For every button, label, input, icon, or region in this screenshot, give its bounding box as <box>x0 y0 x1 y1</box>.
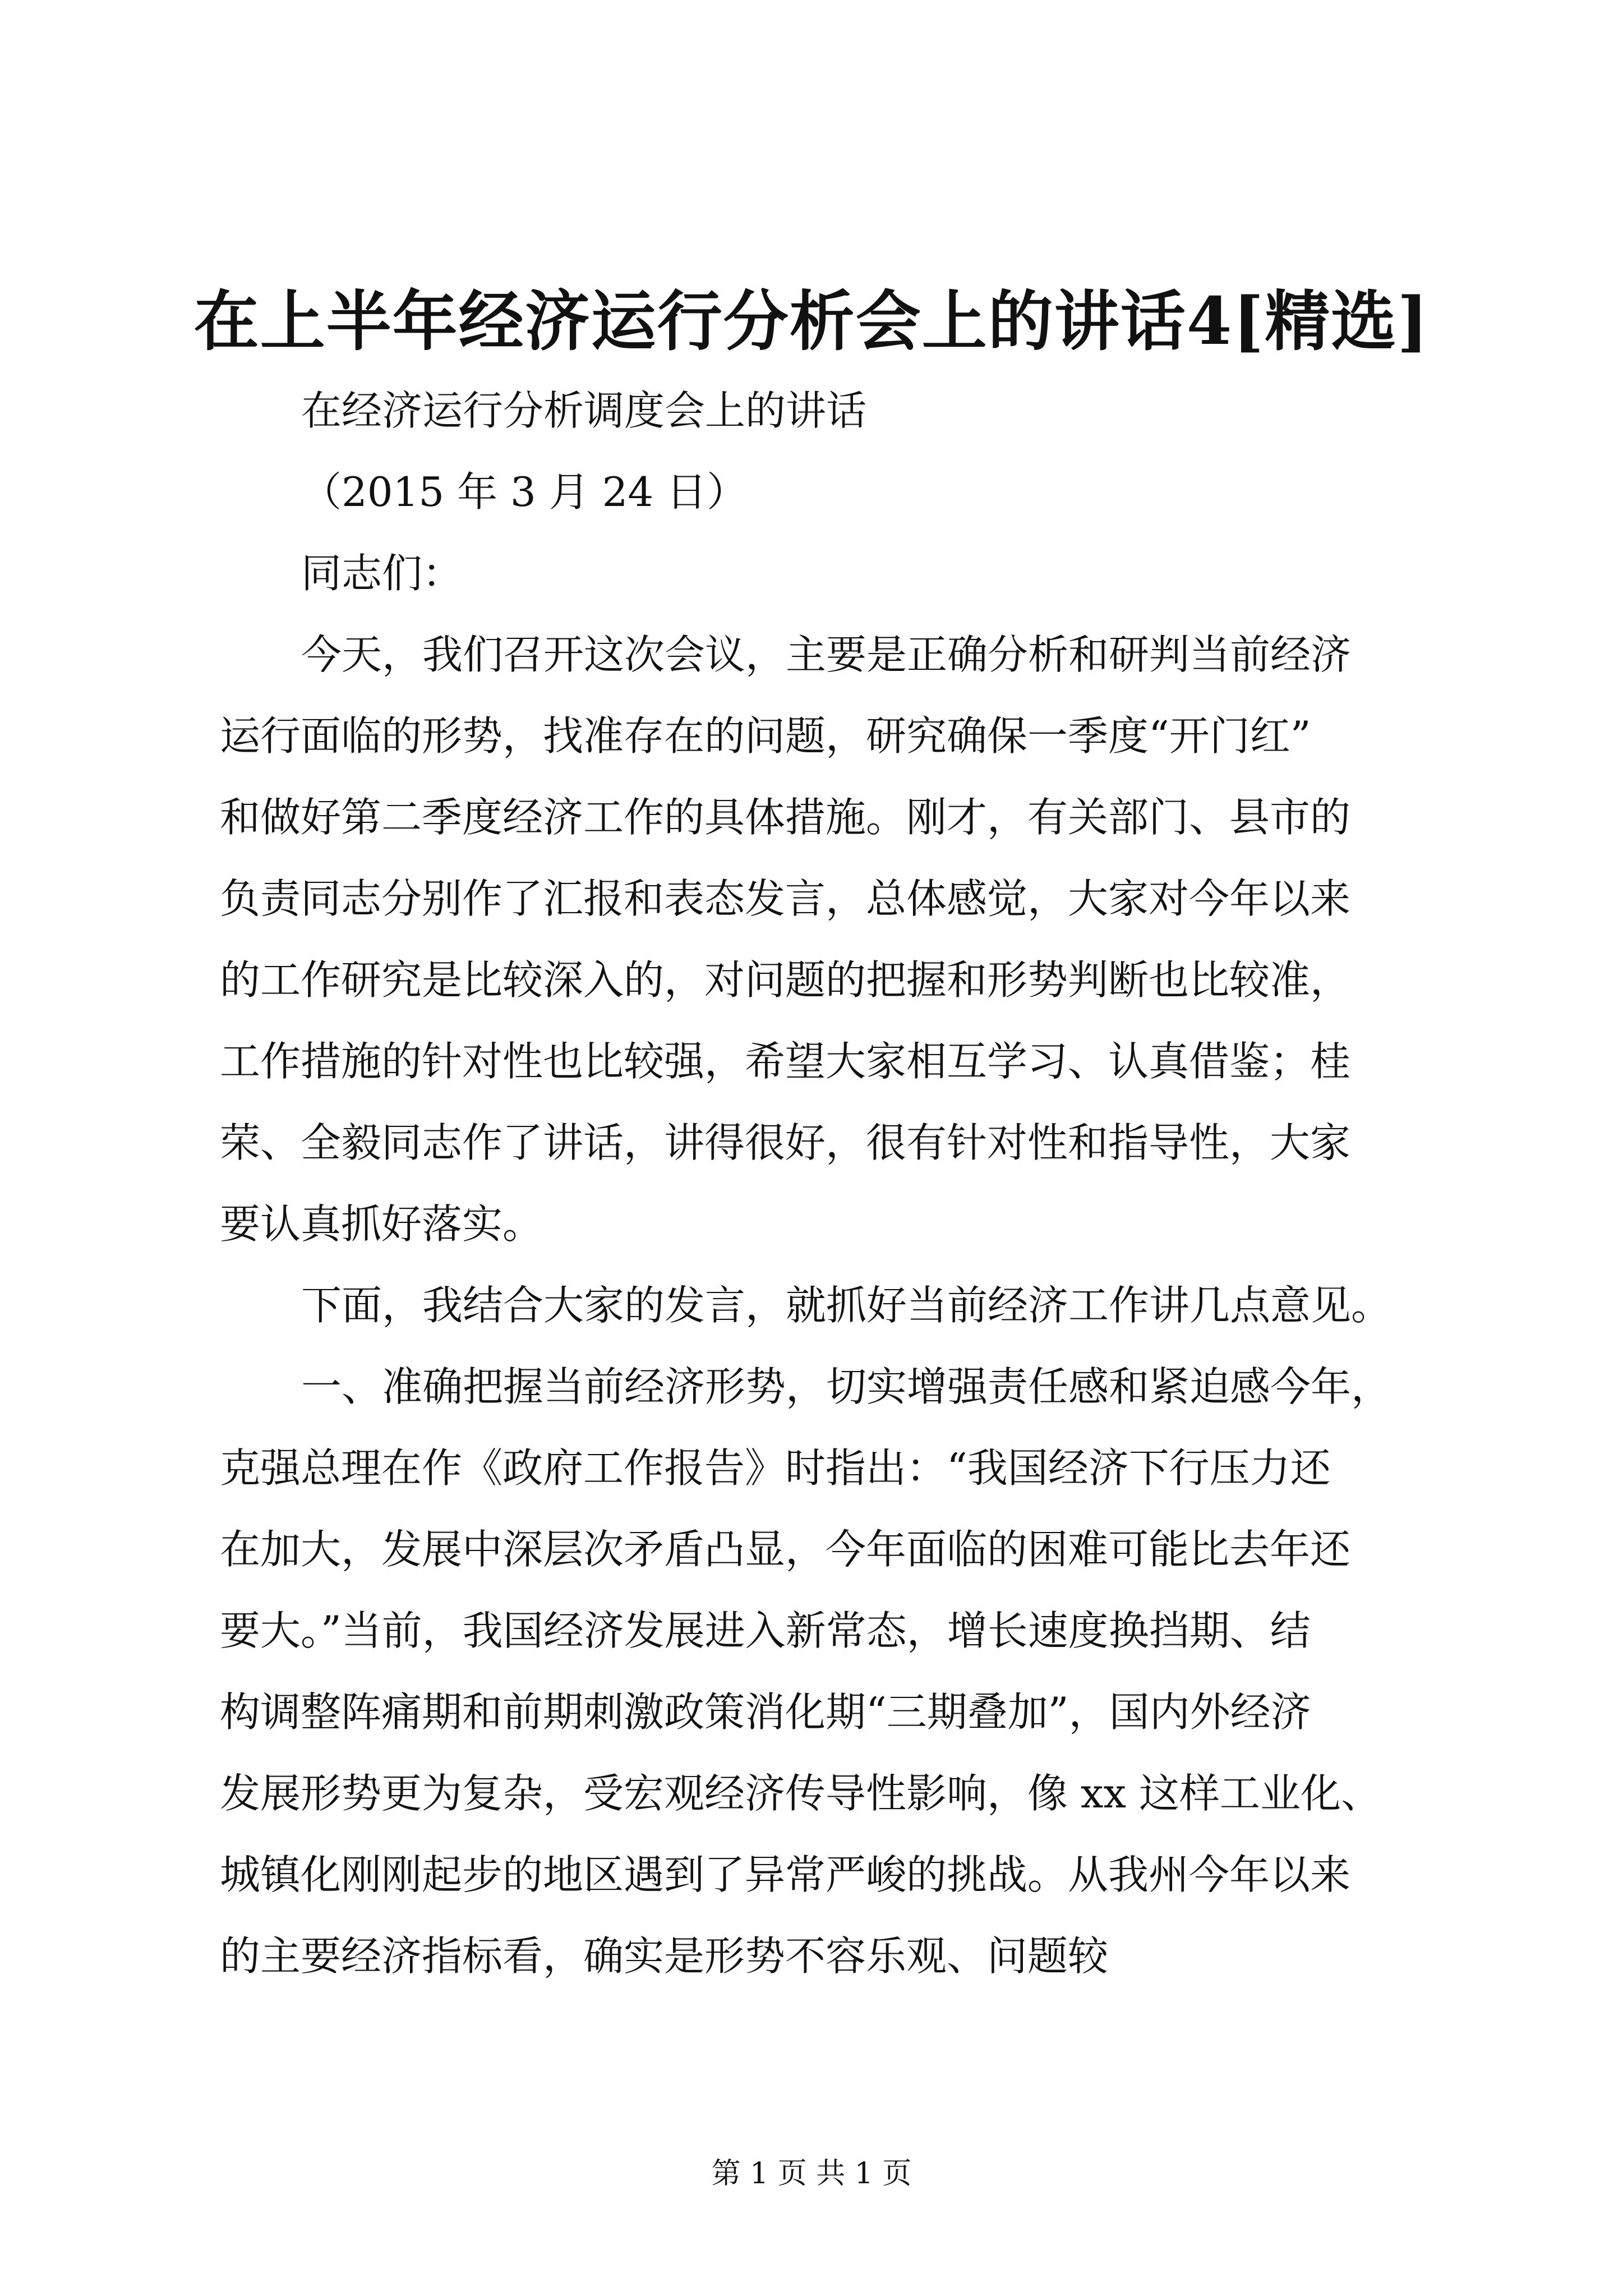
paragraph-line: 克强总理在作《政府工作报告》时指出：“我国经济下行压力还 <box>220 1444 1331 1492</box>
paragraph-line: 负责同志分别作了汇报和表态发言，总体感觉，大家对今年以来 <box>220 875 1351 922</box>
paragraph-line: 在加大，发展中深层次矛盾凸显，今年面临的困难可能比去年还 <box>220 1526 1351 1573</box>
paragraph-line: 要认真抓好落实。 <box>220 1200 543 1248</box>
paragraph-line: 要大。”当前，我国经济发展进入新常态，增长速度换挡期、结 <box>220 1607 1311 1654</box>
paragraph-line: 构调整阵痛期和前期刺激政策消化期“三期叠加”，国内外经济 <box>220 1688 1311 1736</box>
paragraph-line: 发展形势更为复杂，受宏观经济传导性影响，像 xx 这样工业化、 <box>220 1770 1381 1817</box>
paragraph-line: 城镇化刚刚起步的地区遇到了异常严峻的挑战。从我州今年以来 <box>220 1851 1351 1898</box>
document-body <box>220 370 1431 1997</box>
paragraph-line: 工作措施的针对性也比较强，希望大家相互学习、认真借鉴；桂 <box>220 1038 1351 1085</box>
date-line: （2015 年 3 月 24 日） <box>301 468 748 516</box>
paragraph-line: 的主要经济指标看，确实是形势不容乐观、问题较 <box>220 1932 1109 1980</box>
paragraph-line: 荣、全毅同志作了讲话，讲得很好，很有针对性和指导性，大家 <box>220 1119 1351 1166</box>
page-footer: 第 1 页 共 1 页 <box>711 2157 912 2191</box>
paragraph-line: 和做好第二季度经济工作的具体措施。刚才，有关部门、县市的 <box>220 794 1351 841</box>
paragraph-line: 今天，我们召开这次会议，主要是正确分析和研判当前经济 <box>301 631 1352 678</box>
salutation-line: 同志们： <box>301 550 463 597</box>
paragraph-line: 的工作研究是比较深入的，对问题的把握和形势判断也比较准， <box>220 956 1351 1004</box>
paragraph-line: 运行面临的形势，找准存在的问题，研究确保一季度“开门红” <box>220 712 1311 760</box>
subtitle-line: 在经济运行分析调度会上的讲话 <box>301 387 867 434</box>
section-heading-line: 一、准确把握当前经济形势，切实增强责任感和紧迫感今年， <box>301 1363 1392 1410</box>
document-title: 在上半年经济运行分析会上的讲话4[精选] <box>193 283 1430 360</box>
paragraph-line: 下面，我结合大家的发言，就抓好当前经济工作讲几点意见。 <box>301 1282 1392 1329</box>
